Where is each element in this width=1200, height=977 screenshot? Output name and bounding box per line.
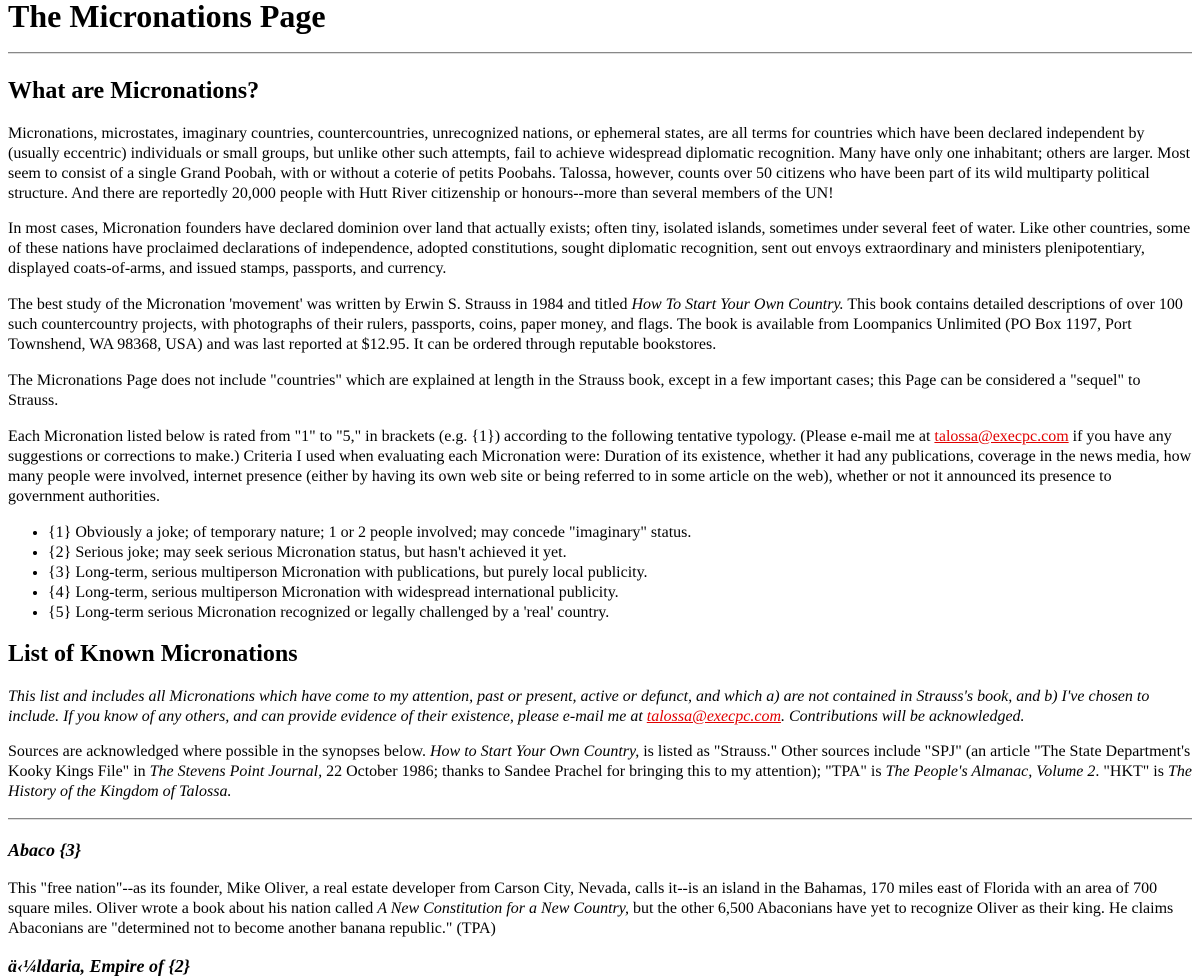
rating-item-2: • {2} Serious joke; may seek serious Micronation status, but hasn't achieved it yet.: [48, 543, 1192, 563]
sources-text-4: . "HKT" is: [1095, 763, 1168, 780]
sources-book-4: The History of the Kingdom of Talossa.: [8, 763, 1192, 800]
sources-book-3: The People's Almanac, Volume 2: [885, 763, 1096, 780]
paragraph-sequel: The Micronations Page does not include "countries" which are explained at length in the Strauss book, except in a few important cases; this Page can be considered a "sequel" to Strauss.: [8, 372, 1141, 409]
paragraph-ratings-intro: [8, 427, 1192, 507]
paragraph-strauss: [8, 295, 1192, 355]
sources-text-3: 22 October 1986; thanks to Sandee Prachel for bringing this to my attention); "TPA" is: [322, 763, 886, 780]
strauss-text-a: The best study of the Micronation 'movement' was written by Erwin S. Strauss in 1984 and titled: [8, 296, 632, 313]
list-intro-a: This list and includes all Micronations which have come to my attention, past or present, active or defunct, and which a) are not contained in Strauss's book, and b) I've chosen to include. If you know of any others, and can provide evidence of their existence, please e-mail me at: [8, 688, 1150, 725]
ratings-list: [8, 523, 1192, 623]
abaco-text-a: This "free nation"--as its founder, Mike Oliver, a real estate developer from Carson City, Nevada, calls it--is an island in the Bahamas, 170 miles east of Florida with an area of 700 square miles. Oliver wrote a book about his nation called: [8, 880, 1158, 917]
strauss-text-b: This book contains detailed descriptions of over 100 such countercountry projects, with photographs of their rulers, passports, coins, paper money, and flags. The book is available from Loompanics Unlimited (PO Box 1197, Port Townshend, WA 98368, USA) and was last reported at $12.95. It can be ordered through reputable bookstores.: [8, 296, 1183, 353]
entry-heading-abaco: Abaco {3}: [8, 840, 82, 860]
rating-item-5: • {5} Long-term serious Micronation recognized or legally challenged by a 'real' country.: [48, 603, 1192, 623]
section-heading-list: List of Known Micronations: [8, 641, 298, 667]
sources-book-1: How to Start Your Own Country,: [429, 743, 640, 760]
section-heading-what: What are Micronations?: [8, 78, 260, 104]
abaco-book-title: A New Constitution for a New Country,: [377, 900, 629, 917]
list-intro-b: . Contributions will be acknowledged.: [781, 708, 1025, 725]
sources-text-1: Sources are acknowledged where possible in the synopses below.: [8, 743, 430, 760]
paragraph-sources: [8, 742, 1192, 802]
sources-book-2: The Stevens Point Journal,: [149, 763, 323, 780]
ratings-intro-a: Each Micronation listed below is rated from "1" to "5," in brackets (e.g. {1}) according to the following tentative typology. (Please e-mail me at: [8, 428, 935, 445]
ratings-intro-b: if you have any suggestions or corrections to make.) Criteria I used when evaluating each Micronation were: Duration of its existence, whether it had any publications, coverage in the news media, how many people were involved, internet presence (either by having its own web site or being referred to in some article on the web), whether or not it announced its presence to government authorities.: [8, 428, 1192, 505]
abaco-text-b: but the other 6,500 Abaconians have yet to recognize Oliver as their king. He claims Abaconians are "determined not to become another banana republic." (TPA): [8, 900, 1174, 937]
rating-item-1: • {1} Obviously a joke; of temporary nature; 1 or 2 people involved; may concede "imaginary" status.: [48, 523, 1192, 543]
entry-heading-next: ä‹¼ldaria, Empire of {2}: [8, 956, 191, 976]
paragraph-definition: Micronations, microstates, imaginary countries, countercountries, unrecognized nations, or ephemeral states, are all terms for countries which have been declared independent by (usually eccentric) individuals or small groups, but unlike other such attempts, fail to achieve widespread diplomatic recognition. Many have only one inhabitant; others are larger. Most seem to consist of a single Grand Poobah, with or without a coterie of petits Poobahs. Talossa, however, counts over 50 citizens who have been part of its wild multiparty political structure. And there are reportedly 20,000 people with Hutt River citizenship or honours--more than several members of the UN!: [8, 125, 1191, 202]
sources-text-2: is listed as "Strauss." Other sources include "SPJ" (an article "The State Department's Kooky Kings File" in: [8, 743, 1191, 780]
email-link-contributions[interactable]: talossa@execpc.com: [646, 708, 781, 725]
entry-text-abaco: [8, 879, 1192, 939]
strauss-book-title: How To Start Your Own Country.: [631, 296, 844, 313]
rating-item-4: • {4} Long-term, serious multiperson Micronation with widespread international publicity.: [48, 583, 1192, 603]
rating-item-3: • {3} Long-term, serious multiperson Micronation with publications, but purely local publicity.: [48, 563, 1192, 583]
email-link[interactable]: talossa@execpc.com: [934, 428, 1069, 445]
paragraph-list-intro: [8, 687, 1192, 727]
paragraph-dominion: In most cases, Micronation founders have declared dominion over land that actually exists; often tiny, isolated islands, sometimes under several feet of water. Like other countries, some of these nations have proclaimed declarations of independence, adopted constitutions, sought diplomatic recognition, sent out envoys extraordinary and ministers plenipotentiary, displayed coats-of-arms, and issued stamps, passports, and currency.: [8, 220, 1191, 277]
page-title: The Micronations Page: [8, 0, 326, 34]
